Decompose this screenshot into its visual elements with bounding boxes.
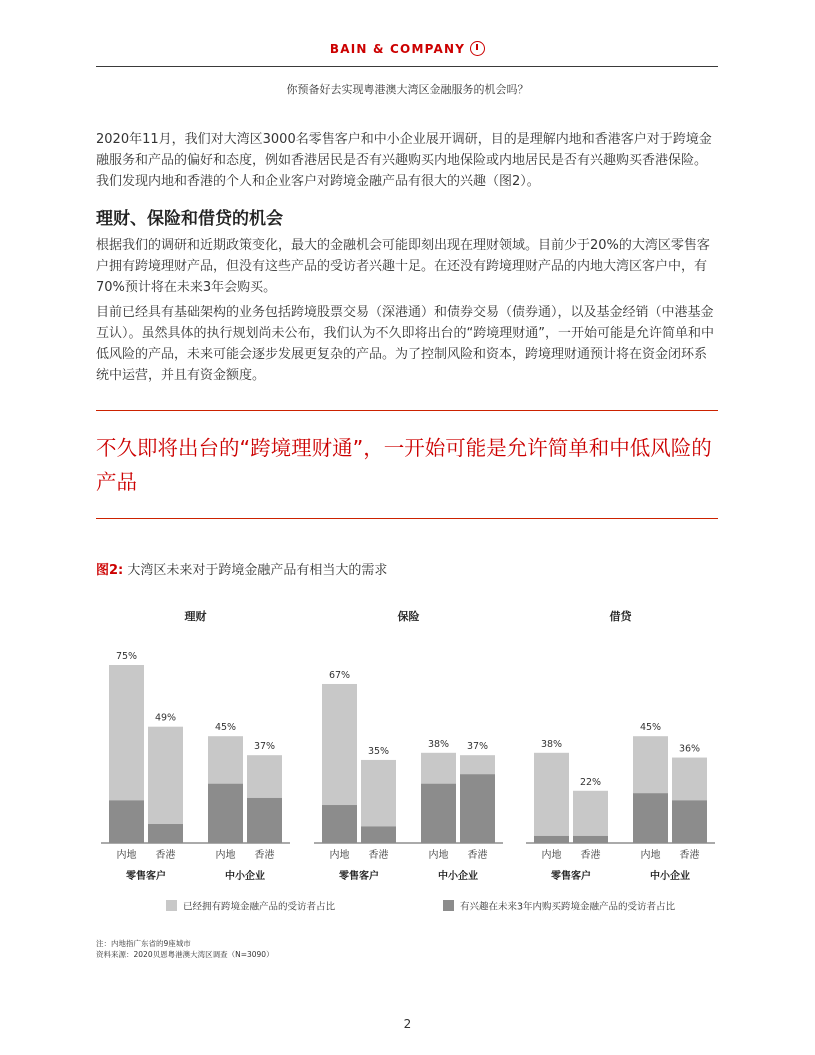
bar-interested-segment: [148, 824, 183, 843]
legend-label-owned: 已经拥有跨境金融产品的受访者占比: [183, 901, 336, 913]
bar-interested-segment: [109, 800, 144, 843]
bar-category-label: 香港: [254, 850, 275, 861]
bar-value-label: 38%: [540, 738, 563, 750]
brand-logo: [0, 38, 815, 57]
figure-title: 大湾区未来对于跨境金融产品有相当大的需求: [127, 563, 388, 578]
bar-value-label: 37%: [253, 741, 276, 753]
bar-owned-segment: [672, 758, 707, 801]
bar-interested-segment: [573, 836, 608, 843]
bar-category-label: 香港: [467, 850, 488, 861]
page-number: 2: [403, 1017, 412, 1031]
pull-quote-rule-bottom: [96, 518, 718, 519]
bar-owned-segment: [534, 753, 569, 836]
footnote-note: 注：内地指广东省的9座城市: [96, 939, 191, 948]
bar-category-label: 内地: [215, 850, 236, 861]
group-label: 中小企业: [650, 871, 690, 882]
legend-label-interested: 有兴趣在未来3年内购买跨境金融产品的受访者占比: [460, 901, 676, 913]
bar-category-label: 内地: [329, 850, 350, 861]
bain-logo-icon: [470, 41, 485, 56]
bar-owned-segment: [460, 755, 495, 774]
group-label: 中小企业: [225, 871, 265, 882]
pull-quote: 不久即将出台的“跨境理财通”，一开始可能是允许简单和中低风险的产品: [96, 436, 712, 494]
bar-value-label: 67%: [328, 669, 351, 681]
bar-interested-segment: [672, 800, 707, 843]
demand-bar-chart: [0, 590, 815, 930]
bar-owned-segment: [361, 760, 396, 826]
bar-owned-segment: [148, 727, 183, 824]
bar-value-label: 37%: [466, 741, 489, 753]
pull-quote-rule-top: [96, 410, 718, 411]
group-label: 中小企业: [438, 871, 478, 882]
bar-value-label: 75%: [115, 651, 138, 662]
panel-title: 理财: [184, 610, 207, 623]
bar-value-label: 45%: [214, 722, 237, 734]
bar-category-label: 香港: [580, 850, 601, 861]
bar-value-label: 38%: [427, 738, 450, 750]
bar-category-label: 内地: [116, 850, 137, 861]
bar-value-label: 49%: [154, 712, 177, 724]
legend-swatch-owned: [166, 900, 177, 911]
bar-interested-segment: [421, 784, 456, 843]
bar-value-label: 36%: [678, 743, 701, 755]
bar-interested-segment: [322, 805, 357, 843]
group-label: 零售客户: [126, 871, 166, 882]
bar-interested-segment: [460, 774, 495, 843]
group-label: 零售客户: [339, 871, 379, 882]
header-divider: [96, 66, 718, 67]
bar-interested-segment: [361, 826, 396, 843]
bar-owned-segment: [109, 665, 144, 800]
section-heading: 理财、保险和借贷的机会: [96, 209, 283, 229]
panel-title: 借贷: [609, 610, 632, 623]
bar-owned-segment: [322, 684, 357, 805]
bar-category-label: 内地: [640, 850, 661, 861]
bar-value-label: 45%: [639, 722, 662, 734]
bar-owned-segment: [208, 736, 243, 783]
bar-owned-segment: [633, 736, 668, 793]
bar-category-label: 香港: [679, 850, 700, 861]
bar-owned-segment: [421, 753, 456, 784]
panel-title: 保险: [397, 610, 420, 623]
body-paragraph-3: 目前已经具有基础架构的业务包括跨境股票交易（深港通）和债券交易（债券通），以及基金经销（中港基金互认）。虽然具体的执行规划尚未公布，我们认为不久即将出台的“跨境理财通”，一开始可能是允许简单和中低风险的产品，未来可能会逐步发展更复杂的产品。为了控制风险和资本，跨境理财通预计将在资金闭环系统中运营，并且有资金额度。: [96, 305, 714, 383]
figure-label: 图2:: [96, 563, 124, 578]
bar-category-label: 内地: [541, 850, 562, 861]
bar-interested-segment: [633, 793, 668, 843]
running-header-title: 你预备好去实现粤港澳大湾区金融服务的机会吗？: [286, 83, 529, 96]
brand-name: BAIN & COMPANY: [329, 42, 466, 56]
bar-owned-segment: [247, 755, 282, 798]
bar-interested-segment: [534, 836, 569, 843]
bar-interested-segment: [247, 798, 282, 843]
bar-owned-segment: [573, 791, 608, 836]
group-label: 零售客户: [551, 871, 591, 882]
footnote: [96, 938, 274, 960]
bar-category-label: 香港: [368, 850, 389, 861]
figure-caption: [96, 559, 387, 578]
bar-value-label: 22%: [579, 776, 602, 788]
footnote-source: 资料来源：2020贝恩粤港澳大湾区调查（N=3090）: [96, 950, 274, 959]
bar-category-label: 内地: [428, 850, 449, 861]
bar-category-label: 香港: [155, 850, 176, 861]
body-paragraph-2: 根据我们的调研和近期政策变化，最大的金融机会可能即刻出现在理财领域。目前少于20%的大湾区零售客户拥有跨境理财产品，但没有这些产品的受访者兴趣十足。在还没有跨境理财产品的内地大湾区客户中，有70%预计将在未来3年会购买。: [96, 238, 710, 295]
legend-swatch-interested: [443, 900, 454, 911]
bar-interested-segment: [208, 784, 243, 843]
body-paragraph-1: 2020年11月，我们对大湾区3000名零售客户和中小企业展开调研，目的是理解内地和香港客户对于跨境金融服务和产品的偏好和态度，例如香港居民是否有兴趣购买内地保险或内地居民是否有兴趣购买香港保险。我们发现内地和香港的个人和企业客户对跨境金融产品有很大的兴趣（图2）。: [96, 132, 712, 189]
bar-value-label: 35%: [367, 745, 390, 757]
